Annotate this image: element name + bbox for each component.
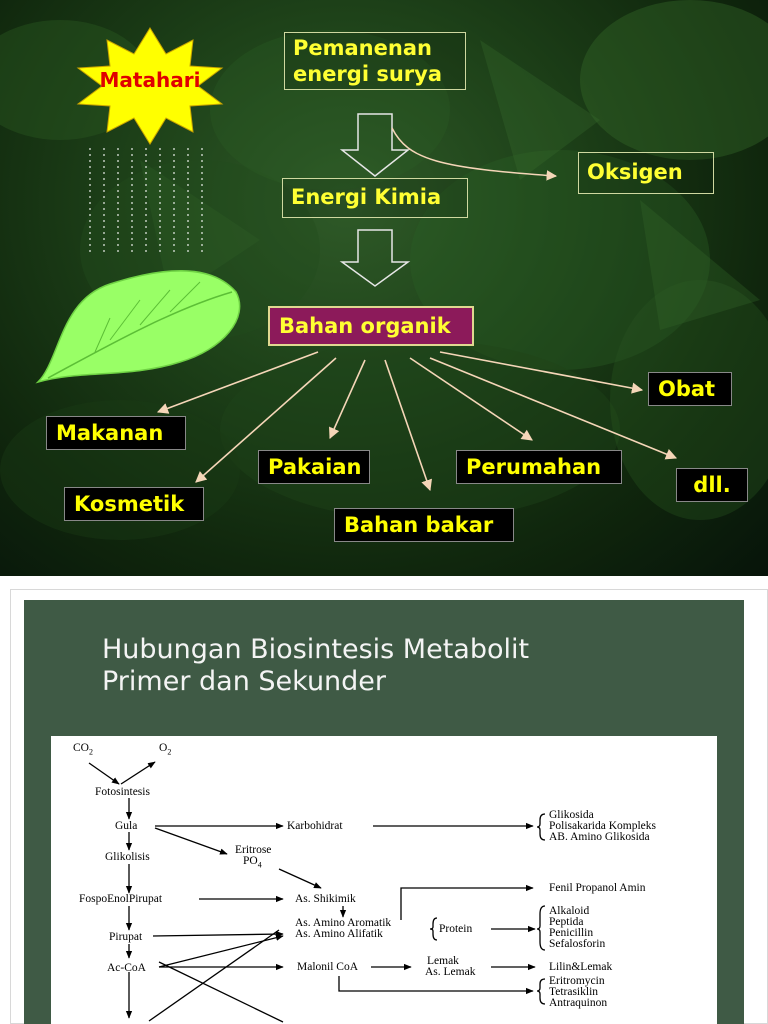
node-lilin: Lilin&Lemak <box>549 961 613 973</box>
node-peptida: Peptida <box>549 916 584 928</box>
node-penicillin: Penicillin <box>549 927 594 939</box>
harvest-box <box>284 32 466 90</box>
node-shikimik: As. Shikimik <box>295 893 356 905</box>
node-karbohidrat: Karbohidrat <box>287 820 343 832</box>
chem-energy-box: Energi Kimia <box>282 178 468 218</box>
node-ab-amino: AB. Amino Glikosida <box>549 831 650 843</box>
product-dll: dll. <box>676 468 748 502</box>
slide2-title-line-2: Primer dan Sekunder <box>102 666 387 697</box>
node-glikosida: Glikosida <box>549 809 594 821</box>
node-ac-coa: Ac-CoA <box>107 962 146 974</box>
sun-label: Matahari <box>99 68 201 92</box>
o2-sub: 2 <box>167 747 172 757</box>
node-lemak: Lemak <box>427 955 459 967</box>
product-bahan-bakar: Bahan bakar <box>334 508 514 542</box>
node-eritromycin: Eritromycin <box>549 975 605 987</box>
node-antraquinon: Antraquinon <box>549 997 608 1009</box>
node-co2 <box>73 742 93 758</box>
product-obat: Obat <box>648 372 732 406</box>
po4-sub: 4 <box>257 860 262 870</box>
co2-sub: 2 <box>88 747 93 757</box>
o2-text: O <box>159 742 168 754</box>
organic-matter-box: Bahan organik <box>268 306 474 346</box>
node-glikolisis: Glikolisis <box>105 851 150 863</box>
product-perumahan: Perumahan <box>456 450 622 484</box>
product-kosmetik: Kosmetik <box>64 487 204 521</box>
co2-text: CO <box>73 742 89 754</box>
product-pakaian: Pakaian <box>258 450 370 484</box>
node-amino-aromatik: As. Amino Aromatik <box>295 917 392 929</box>
node-fotosintesis: Fotosintesis <box>95 786 150 798</box>
harvest-line-1: Pemanenan <box>293 36 432 60</box>
down-arrow-2 <box>342 230 408 286</box>
node-as-lemak: As. Lemak <box>425 966 476 978</box>
leaf-icon <box>38 271 240 382</box>
node-protein: Protein <box>439 923 473 935</box>
node-alkaloid: Alkaloid <box>549 905 590 917</box>
node-o2 <box>159 742 171 758</box>
node-eritrose: Eritrose <box>235 844 272 856</box>
oxygen-box: Oksigen <box>578 152 714 194</box>
node-gula: Gula <box>115 820 138 832</box>
slide2-title <box>102 634 529 698</box>
product-makanan: Makanan <box>46 416 186 450</box>
node-fenil: Fenil Propanol Amin <box>549 882 646 894</box>
node-tetrasiklin: Tetrasiklin <box>549 986 599 998</box>
node-po4 <box>243 855 262 871</box>
slide2-title-line-1: Hubungan Biosintesis Metabolit <box>102 634 530 665</box>
biosynthesis-diagram <box>51 736 717 1024</box>
node-polisakarida: Polisakarida Kompleks <box>549 820 656 832</box>
harvest-line-2: energi surya <box>293 62 442 86</box>
diagram-arrows <box>51 736 717 1024</box>
node-fospoenolpirupat: FospoEnolPirupat <box>79 893 163 905</box>
node-amino-alifatik: As. Amino Alifatik <box>295 928 383 940</box>
node-pirupat: Pirupat <box>109 931 143 943</box>
po4-text: PO <box>243 855 258 867</box>
node-sefalosforin: Sefalosforin <box>549 938 606 950</box>
node-malonil: Malonil CoA <box>297 961 359 973</box>
